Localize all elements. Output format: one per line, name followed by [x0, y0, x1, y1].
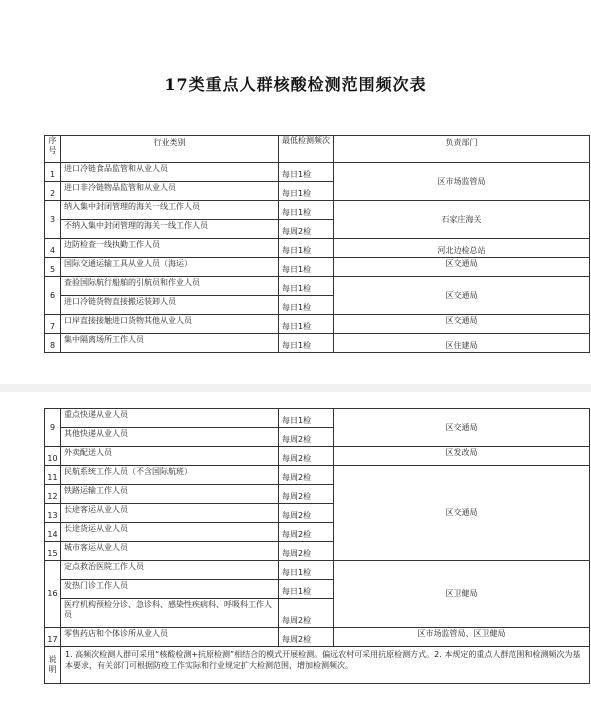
- frequency-cell: 每周2检: [279, 628, 334, 647]
- frequency-cell: 每周2检: [279, 599, 334, 628]
- row-number: 16: [45, 561, 61, 628]
- category-cell: 城市客运从业人员: [61, 542, 279, 561]
- frequency-cell: 每周2检: [279, 447, 334, 466]
- department-cell: 区发改局: [334, 447, 590, 466]
- row-number: 11: [45, 466, 61, 485]
- frequency-cell: 每日1检: [279, 163, 334, 182]
- department-cell: 区交通局: [334, 258, 590, 277]
- frequency-cell: 每日1检: [279, 315, 334, 334]
- table-row: [45, 315, 590, 334]
- category-cell: 其他快递从业人员: [61, 428, 279, 447]
- category-cell: 定点救治医院工作人员: [61, 561, 279, 580]
- category-cell: 国际交通运输工具从业人员（海运）: [61, 258, 279, 277]
- department-cell: 区交通局: [334, 466, 590, 561]
- table-body: [45, 163, 590, 353]
- row-number: 9: [45, 409, 61, 447]
- table-row: [45, 201, 590, 220]
- department-cell: 区市场监管局: [334, 163, 590, 201]
- header-category: 行业类别: [61, 136, 279, 163]
- category-cell: 铁路运输工作人员: [61, 485, 279, 504]
- table-row: [45, 628, 590, 647]
- table-row: [45, 466, 590, 485]
- category-cell: 纳入集中封闭管理的海关一线工作人员: [61, 201, 279, 220]
- row-number: 2: [45, 182, 61, 201]
- table-row: [45, 277, 590, 296]
- table-row: [45, 334, 590, 353]
- row-number: 6: [45, 277, 61, 315]
- header-frequency: 最低检测频次: [279, 136, 334, 163]
- frequency-cell: 每周2检: [279, 220, 334, 239]
- table-row: [45, 447, 590, 466]
- note-label: 说明: [45, 647, 61, 684]
- frequency-cell: 每周2检: [279, 542, 334, 561]
- table-row: [45, 561, 590, 580]
- row-number: 10: [45, 447, 61, 466]
- frequency-cell: 每日1检: [279, 201, 334, 220]
- category-cell: 集中隔离场所工作人员: [61, 334, 279, 353]
- row-number: 12: [45, 485, 61, 504]
- frequency-cell: 每日1检: [279, 561, 334, 580]
- category-cell: 零售药店和个体诊所从业人员: [61, 628, 279, 647]
- table-header-row: [45, 136, 590, 163]
- document-page-2: [0, 392, 591, 708]
- frequency-cell: 每周2检: [279, 466, 334, 485]
- category-cell: 查验国际航行船舶的引航员和作业人员: [61, 277, 279, 296]
- table-row: [45, 258, 590, 277]
- frequency-cell: 每周2检: [279, 504, 334, 523]
- row-number: 3: [45, 201, 61, 239]
- department-cell: 区市场监管局、区卫健局: [334, 628, 590, 647]
- category-cell: 边防检查一线执勤工作人员: [61, 239, 279, 258]
- note-row: [45, 647, 590, 684]
- frequency-cell: 每日1检: [279, 239, 334, 258]
- frequency-cell: 每周2检: [279, 485, 334, 504]
- category-cell: 发热门诊工作人员: [61, 580, 279, 599]
- table-row: [45, 409, 590, 428]
- table-row: [45, 163, 590, 182]
- department-cell: 区交通局: [334, 409, 590, 447]
- row-number: 7: [45, 315, 61, 334]
- department-cell: 区交通局: [334, 315, 590, 334]
- category-cell: 口岸直接接触进口货物其他从业人员: [61, 315, 279, 334]
- note-text: 1. 高频次检测人群可采用“核酸检测+抗原检测”相结合的模式开展检测。偏远农村可采用抗原检测方式。2. 本规定的重点人群范围和检测频次为基本要求，有关部门可根据防疫工作实际和行业规定扩大检测范围，增加检测频次。: [61, 647, 590, 684]
- header-department: 负责部门: [334, 136, 590, 163]
- testing-scope-table-continued: [44, 408, 590, 684]
- frequency-cell: 每日1检: [279, 258, 334, 277]
- frequency-cell: 每周2检: [279, 428, 334, 447]
- row-number: 14: [45, 523, 61, 542]
- category-cell: 民航系统工作人员（不含国际航班）: [61, 466, 279, 485]
- department-cell: 石家庄海关: [334, 201, 590, 239]
- testing-scope-table: [44, 135, 590, 353]
- frequency-cell: 每周2检: [279, 523, 334, 542]
- frequency-cell: 每日1检: [279, 277, 334, 296]
- header-no: 序号: [45, 136, 61, 163]
- row-number: 1: [45, 163, 61, 182]
- table-row: [45, 239, 590, 258]
- department-cell: 区卫健局: [334, 561, 590, 628]
- frequency-cell: 每日1检: [279, 182, 334, 201]
- row-number: 13: [45, 504, 61, 523]
- category-cell: 进口冷链货物直接搬运装卸人员: [61, 296, 279, 315]
- category-cell: 不纳入集中封闭管理的海关一线工作人员: [61, 220, 279, 239]
- department-cell: 区交通局: [334, 277, 590, 315]
- row-number: 5: [45, 258, 61, 277]
- table-body: [45, 409, 590, 647]
- department-cell: 区住建局: [334, 334, 590, 353]
- frequency-cell: 每日1检: [279, 409, 334, 428]
- document-title: 17类重点人群核酸检测范围频次表: [164, 75, 427, 94]
- frequency-cell: 每日1检: [279, 580, 334, 599]
- category-cell: 长途货运从业人员: [61, 523, 279, 542]
- category-cell: 外卖配送人员: [61, 447, 279, 466]
- category-cell: 医疗机构预检分诊、急诊科、感染性疾病科、呼吸科工作人员: [61, 599, 279, 628]
- row-number: 8: [45, 334, 61, 353]
- category-cell: 进口冷链食品监管和从业人员: [61, 163, 279, 182]
- category-cell: 长途客运从业人员: [61, 504, 279, 523]
- row-number: 4: [45, 239, 61, 258]
- department-cell: 河北边检总站: [334, 239, 590, 258]
- category-cell: 进口非冷链物品监管和从业人员: [61, 182, 279, 201]
- row-number: 15: [45, 542, 61, 561]
- row-number: 17: [45, 628, 61, 647]
- frequency-cell: 每日1检: [279, 296, 334, 315]
- category-cell: 重点快递从业人员: [61, 409, 279, 428]
- frequency-cell: 每日1检: [279, 334, 334, 353]
